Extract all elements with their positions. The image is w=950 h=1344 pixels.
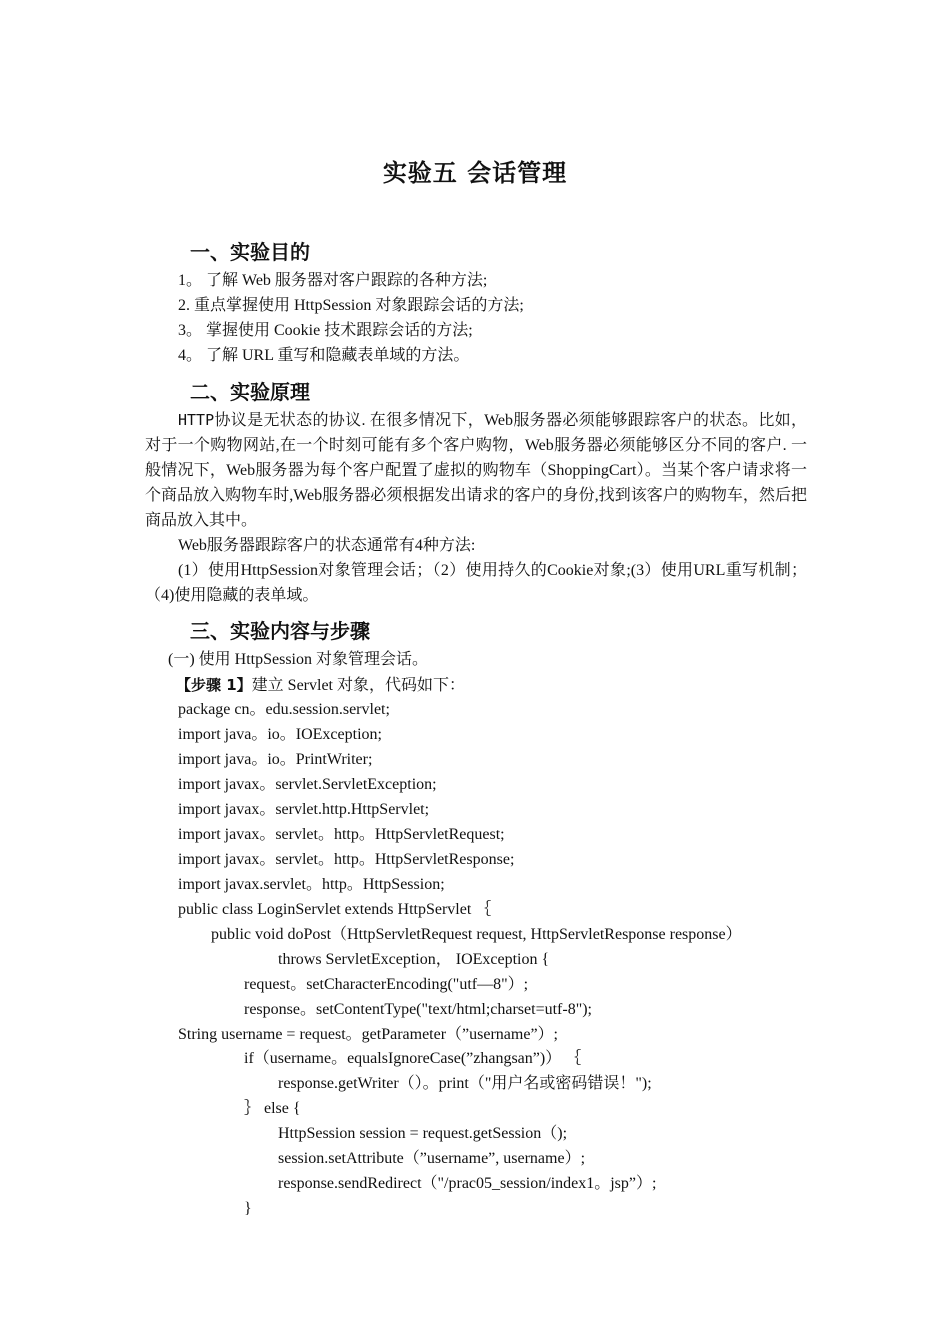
section-heading-steps: 三、实验内容与步骤 bbox=[190, 619, 370, 643]
principle-paragraph-body: 协议是无状态的协议. 在很多情况下，Web服务器必须能够跟踪客户的状态。比如，对于一个购物网站,在一个时刻可能有多个客户购物，Web服务器必须能够区分不同的客户. 一般情况下，Web服务器为每个客户配置了虚拟的购物车（ShoppingCart）。当某个客户请求将一个商品放入购物车时,Web服务器必须根据发出请求的客户的身份,找到该客户的购物车，然后把商品放入其中。 bbox=[145, 412, 807, 529]
step-text: 建立 Servlet 对象，代码如下： bbox=[251, 677, 465, 694]
code-line: response。setContentType("text/html;charset=utf-8"); bbox=[244, 1001, 592, 1018]
code-line: import javax。servlet.http.HttpServlet; bbox=[178, 801, 430, 818]
methods-intro: Web服务器跟踪客户的状态通常有4种方法: bbox=[178, 537, 476, 554]
code-line: if（username。equalsIgnoreCase(”zhangsan”)） ｛ bbox=[244, 1050, 582, 1067]
code-line: response.getWriter（）。print（"用户名或密码错误！"); bbox=[278, 1075, 652, 1092]
page-title: 实验五 会话管理 bbox=[382, 159, 568, 187]
principle-paragraph-lead: HTTP bbox=[178, 411, 215, 429]
code-line: import javax。servlet。http。HttpServletResponse; bbox=[178, 851, 515, 868]
code-line: throws ServletException， IOException { bbox=[278, 951, 550, 968]
purpose-item: 3。 掌握使用 Cookie 技术跟踪会话的方法; bbox=[178, 322, 473, 339]
code-line: ｝ else { bbox=[244, 1100, 301, 1117]
section-heading-principle: 二、实验原理 bbox=[190, 380, 310, 404]
code-line: import javax.servlet。http。HttpSession; bbox=[178, 876, 445, 893]
purpose-item: 4。 了解 URL 重写和隐藏表单域的方法。 bbox=[178, 347, 470, 364]
code-line: import java。io。PrintWriter; bbox=[178, 751, 373, 768]
purpose-item: 1。 了解 Web 服务器对客户跟踪的各种方法; bbox=[178, 272, 488, 289]
methods-list: (1）使用HttpSession对象管理会话；（2）使用持久的Cookie对象;(3）使用URL重写机制；（4)使用隐藏的表单域。 bbox=[145, 562, 807, 604]
code-line: session.setAttribute（”username”, username）; bbox=[278, 1150, 586, 1167]
principle-paragraph bbox=[145, 408, 807, 533]
code-line: import javax。servlet.ServletException; bbox=[178, 776, 437, 793]
code-line: String username = request。getParameter（”username”）; bbox=[178, 1026, 559, 1043]
step-1 bbox=[176, 675, 465, 696]
section-heading-purpose: 一、实验目的 bbox=[190, 240, 310, 264]
code-line: public class LoginServlet extends HttpServlet ｛ bbox=[178, 901, 492, 918]
step-label: 【步骤 1】 bbox=[176, 676, 252, 694]
code-line: } bbox=[244, 1200, 252, 1217]
code-line: response.sendRedirect（"/prac05_session/index1。jsp”）; bbox=[278, 1175, 657, 1192]
purpose-item: 2. 重点掌握使用 HttpSession 对象跟踪会话的方法; bbox=[178, 297, 524, 314]
code-line: request。setCharacterEncoding("utf—8"）; bbox=[244, 976, 529, 993]
subsection-title: (一) 使用 HttpSession 对象管理会话。 bbox=[168, 651, 429, 668]
code-line: public void doPost（HttpServletRequest request, HttpServletResponse response） bbox=[211, 926, 742, 943]
code-line: HttpSession session = request.getSession（); bbox=[278, 1125, 568, 1142]
code-line: package cn。edu.session.servlet; bbox=[178, 701, 390, 718]
code-line: import java。io。IOException; bbox=[178, 726, 382, 743]
code-line: import javax。servlet。http。HttpServletRequest; bbox=[178, 826, 505, 843]
